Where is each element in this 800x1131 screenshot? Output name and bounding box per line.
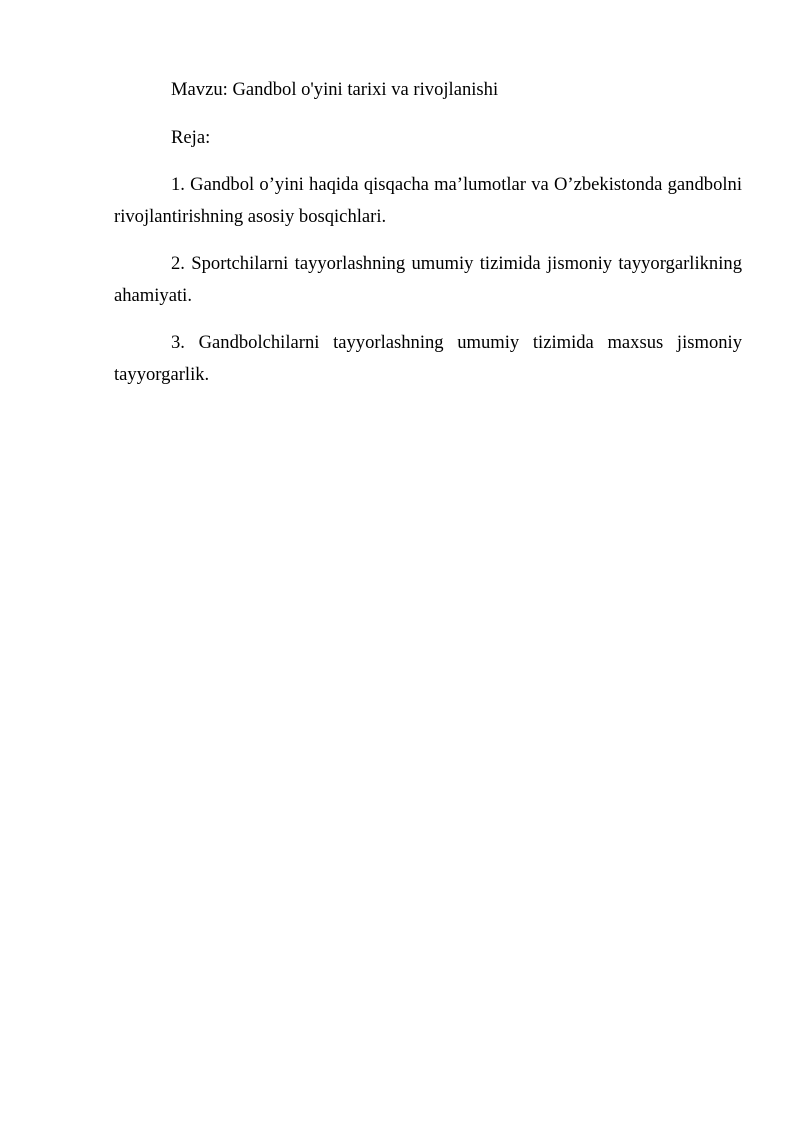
plan-item-2: 2. Sportchilarni tayyorlashning umumiy tizimida jismoniy tayyorgarlikning ahamiyati. xyxy=(114,253,742,306)
document-body xyxy=(114,74,742,406)
topic-line: Mavzu: Gandbol o'yini tarixi va rivojlanishi xyxy=(171,79,499,100)
plan-item-3: 3. Gandbolchilarni tayyorlashning umumiy tizimida maxsus jismoniy tayyorgarlik. xyxy=(114,332,742,385)
plan-item-1: 1. Gandbol o’yini haqida qisqacha ma’lumotlar va O’zbekistonda gandbolni rivojlantirishning asosiy bosqichlari. xyxy=(114,174,742,227)
plan-heading: Reja: xyxy=(171,126,211,148)
